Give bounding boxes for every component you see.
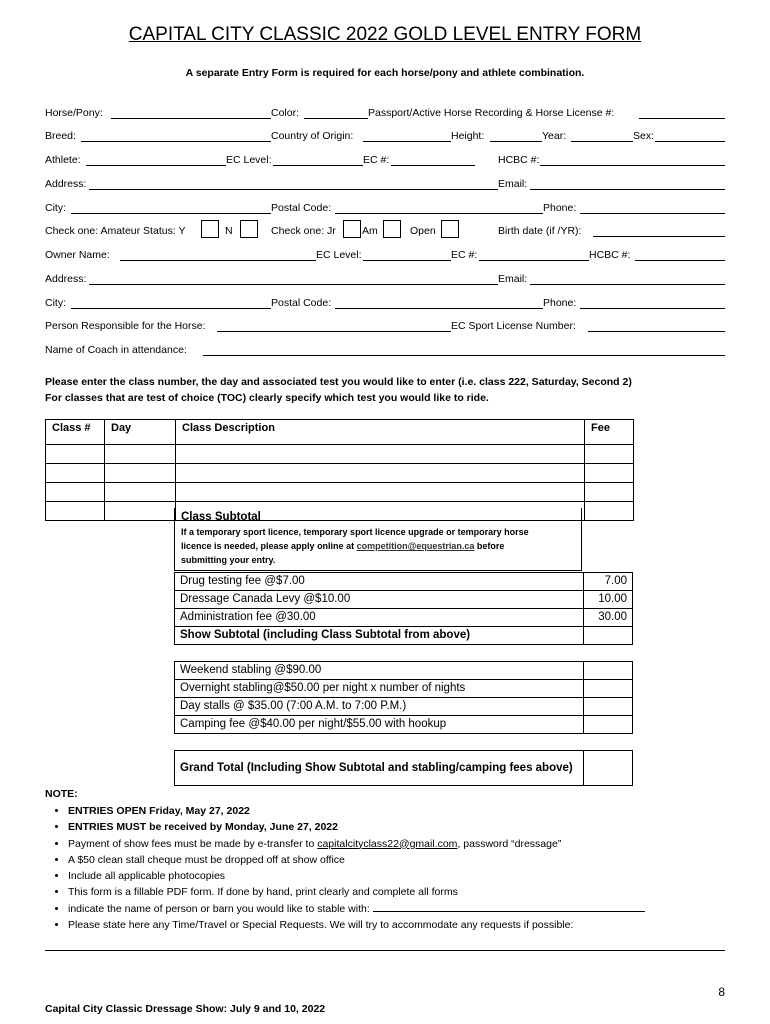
fee-cell[interactable] (585, 483, 634, 502)
color-label: Color: (271, 107, 300, 119)
open-label: Open (410, 225, 436, 237)
passport-label: Passport/Active Horse Recording & Horse License #: (368, 107, 615, 119)
weekend-stabling-label: Weekend stabling @$90.00 (175, 662, 584, 680)
grand-total-section (174, 750, 633, 786)
fee-cell[interactable] (585, 464, 634, 483)
special-requests-input[interactable] (45, 950, 725, 951)
payment-password-text: , password “dressage” (457, 837, 562, 850)
athlete-label: Athlete: (45, 154, 81, 166)
camping-fee-row (175, 716, 633, 734)
stable-with-text: indicate the name of person or barn you would like to stable with: (68, 902, 370, 915)
amateur-yes-checkbox[interactable] (201, 220, 219, 238)
show-subtotal-label: Show Subtotal (including Class Subtotal from above) (175, 627, 584, 645)
table-row (46, 445, 634, 464)
owner-ec-number-input[interactable] (479, 260, 589, 261)
owner-address-label: Address: (45, 273, 87, 285)
open-checkbox[interactable] (441, 220, 459, 238)
admin-fee-amount[interactable]: 30.00 (584, 609, 633, 627)
country-label: Country of Origin: (271, 130, 354, 142)
phone-input[interactable] (580, 213, 725, 214)
drug-fee-amount[interactable]: 7.00 (584, 573, 633, 591)
owner-postal-code-label: Postal Code: (271, 297, 332, 309)
owner-ec-number-label: EC #: (451, 249, 478, 261)
day-stalls-amount[interactable] (584, 698, 633, 716)
owner-name-label: Owner Name: (45, 249, 110, 261)
admin-fee-label: Administration fee @30.00 (175, 609, 584, 627)
passport-input[interactable] (639, 118, 725, 119)
hcbc-label: HCBC #: (498, 154, 540, 166)
owner-ec-level-input[interactable] (363, 260, 451, 261)
fees-section (174, 572, 633, 645)
camping-fee-label: Camping fee @$40.00 per night/$55.00 with hookup (175, 716, 584, 734)
breed-label: Breed: (45, 130, 76, 142)
day-stalls-row (175, 698, 633, 716)
horse-pony-input[interactable] (111, 118, 271, 119)
amateur-status-label: Check one: Amateur Status: Y (45, 225, 186, 237)
list-item: • A $50 clean stall cheque must be dropped off at show office (68, 852, 645, 868)
postal-code-label: Postal Code: (271, 202, 332, 214)
owner-hcbc-label: HCBC #: (589, 249, 631, 261)
notes-section (45, 788, 645, 933)
owner-hcbc-input[interactable] (635, 260, 725, 261)
amateur-checkbox[interactable] (383, 220, 401, 238)
show-subtotal-row (175, 627, 633, 645)
owner-ec-level-label: EC Level: (316, 249, 362, 261)
instruction-line: For classes that are test of choice (TOC) clearly specify which test you would like to ride. (45, 392, 489, 404)
address-input[interactable] (89, 189, 498, 190)
class-description-cell[interactable] (176, 483, 585, 502)
notes-heading: NOTE: (45, 788, 78, 800)
owner-address-input[interactable] (89, 284, 498, 285)
division-label: Check one: Jr (271, 225, 336, 237)
drug-fee-label: Drug testing fee @$7.00 (175, 573, 584, 591)
notes-list (45, 803, 645, 933)
email-label: Email: (498, 178, 528, 190)
class-table (45, 419, 634, 521)
height-label: Height: (451, 130, 485, 142)
year-input[interactable] (571, 141, 633, 142)
table-row (46, 464, 634, 483)
levy-fee-label: Dressage Canada Levy @$10.00 (175, 591, 584, 609)
amateur-no-label: N (225, 225, 233, 237)
class-subtotal-box (174, 508, 582, 571)
licence-note-line: licence is needed, please apply online at (181, 541, 355, 551)
class-number-cell[interactable] (46, 464, 105, 483)
person-responsible-label: Person Responsible for the Horse: (45, 320, 206, 332)
ec-level-input[interactable] (273, 165, 363, 166)
grand-total-amount[interactable] (584, 751, 633, 786)
ec-number-label: EC #: (363, 154, 390, 166)
day-stalls-label: Day stalls @ $35.00 (7:00 A.M. to 7:00 P.M.) (175, 698, 584, 716)
horse-pony-label: Horse/Pony: (45, 107, 103, 119)
list-item: • Please state here any Time/Travel or Special Requests. We will try to accommodate any requests if possible: (68, 917, 645, 933)
sport-license-input[interactable] (588, 331, 725, 332)
breed-input[interactable] (81, 141, 271, 142)
list-item: • This form is a fillable PDF form. If done by hand, print clearly and complete all forms (68, 884, 645, 900)
show-subtotal-amount[interactable] (584, 627, 633, 645)
day-header: Day (105, 420, 176, 445)
day-cell[interactable] (105, 445, 176, 464)
instruction-line: Please enter the class number, the day and associated test you would like to enter (i.e. class 222, Saturday, Second 2) (45, 376, 632, 388)
class-number-cell[interactable] (46, 502, 105, 521)
sex-label: Sex: (633, 130, 655, 142)
owner-email-label: Email: (498, 273, 528, 285)
licence-note-line: If a temporary sport licence, temporary sport licence upgrade or temporary horse (181, 527, 529, 537)
levy-fee-row (175, 591, 633, 609)
address-label: Address: (45, 178, 87, 190)
sport-license-label: EC Sport License Number: (451, 320, 576, 332)
city-label: City: (45, 202, 66, 214)
country-input[interactable] (363, 141, 451, 142)
person-responsible-input[interactable] (217, 331, 451, 332)
payment-email-link[interactable]: capitalcityclass22@gmail.com (317, 837, 458, 850)
stable-with-input[interactable] (373, 901, 645, 912)
fee-header: Fee (585, 420, 634, 445)
owner-name-input[interactable] (120, 260, 316, 261)
hcbc-input[interactable] (540, 165, 725, 166)
postal-code-input[interactable] (335, 213, 543, 214)
class-description-header: Class Description (176, 420, 585, 445)
day-cell[interactable] (105, 464, 176, 483)
owner-phone-input[interactable] (580, 308, 725, 309)
owner-postal-code-input[interactable] (335, 308, 543, 309)
junior-checkbox[interactable] (343, 220, 361, 238)
payment-text: Payment of show fees must be made by e-transfer to (68, 837, 315, 850)
licence-note-line: before (476, 541, 505, 551)
sex-input[interactable] (655, 141, 725, 142)
weekend-stabling-row (175, 662, 633, 680)
class-number-header: Class # (46, 420, 105, 445)
list-item: • Include all applicable photocopies (68, 868, 645, 884)
height-input[interactable] (490, 141, 542, 142)
year-label: Year: (542, 130, 567, 142)
amateur-no-checkbox[interactable] (240, 220, 258, 238)
list-item (68, 836, 645, 852)
owner-city-input[interactable] (71, 308, 271, 309)
list-item (68, 901, 645, 917)
birth-date-input[interactable] (593, 236, 725, 237)
class-number-cell[interactable] (46, 445, 105, 464)
athlete-input[interactable] (86, 165, 226, 166)
page-footer: Capital City Classic Dressage Show: July 9 and 10, 2022 (45, 1003, 326, 1015)
page-number: 8 (718, 985, 725, 999)
amateur-label: Am (362, 225, 378, 237)
phone-label: Phone: (543, 202, 577, 214)
fee-cell[interactable] (585, 502, 634, 521)
ec-level-label: EC Level: (226, 154, 272, 166)
class-description-cell[interactable] (176, 464, 585, 483)
camping-fee-amount[interactable] (584, 716, 633, 734)
grand-total-row (175, 751, 633, 786)
owner-phone-label: Phone: (543, 297, 577, 309)
admin-fee-row (175, 609, 633, 627)
overnight-stabling-row (175, 680, 633, 698)
stabling-section (174, 661, 633, 734)
city-input[interactable] (71, 213, 271, 214)
day-cell[interactable] (105, 483, 176, 502)
color-input[interactable] (304, 118, 368, 119)
grand-total-label: Grand Total (Including Show Subtotal and stabling/camping fees above) (175, 751, 584, 786)
overnight-stabling-label: Overnight stabling@$50.00 per night x number of nights (175, 680, 584, 698)
licence-note-line: submitting your entry. (181, 555, 276, 565)
class-subtotal-label: Class Subtotal (181, 511, 261, 523)
class-instructions (45, 374, 632, 406)
ec-number-input[interactable] (391, 165, 475, 166)
equestrian-email-link[interactable]: competition@equestrian.ca (356, 541, 475, 551)
day-cell[interactable] (105, 502, 176, 521)
class-table-header (46, 420, 634, 445)
coach-input[interactable] (203, 355, 725, 356)
form-title: CAPITAL CITY CLASSIC 2022 GOLD LEVEL ENTRY FORM (128, 24, 642, 45)
table-row (46, 483, 634, 502)
fee-cell[interactable] (585, 445, 634, 464)
overnight-stabling-amount[interactable] (584, 680, 633, 698)
class-description-cell[interactable] (176, 445, 585, 464)
drug-fee-row (175, 573, 633, 591)
list-item: • ENTRIES OPEN Friday, May 27, 2022 (68, 803, 645, 819)
owner-email-input[interactable] (530, 284, 725, 285)
licence-note (181, 525, 575, 567)
owner-city-label: City: (45, 297, 66, 309)
weekend-stabling-amount[interactable] (584, 662, 633, 680)
form-subtitle: A separate Entry Form is required for each horse/pony and athlete combination. (185, 67, 585, 79)
list-item: • ENTRIES MUST be received by Monday, June 27, 2022 (68, 819, 645, 835)
levy-fee-amount[interactable]: 10.00 (584, 591, 633, 609)
email-input[interactable] (530, 189, 725, 190)
coach-label: Name of Coach in attendance: (45, 344, 187, 356)
class-number-cell[interactable] (46, 483, 105, 502)
birth-date-label: Birth date (if /YR): (498, 225, 582, 237)
